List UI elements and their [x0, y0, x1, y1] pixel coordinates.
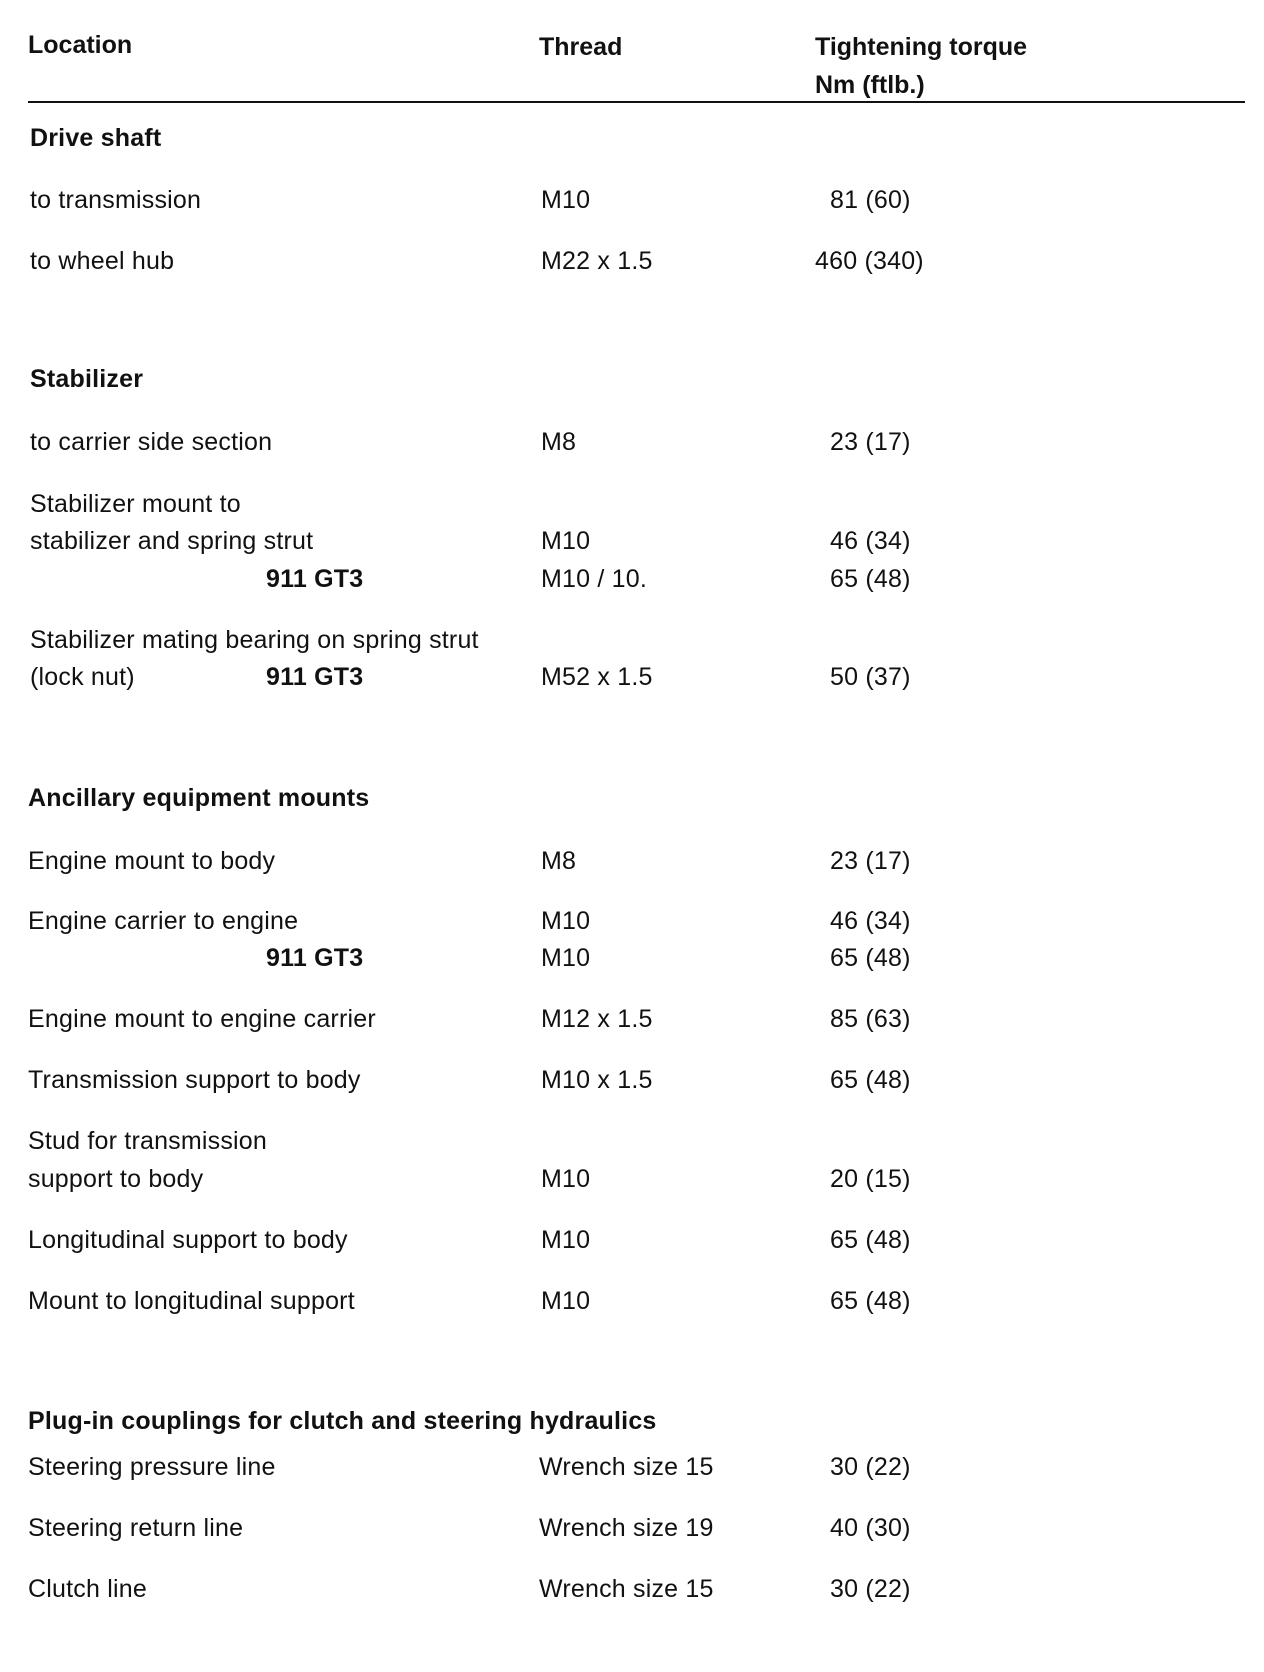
row-thread: M10 x 1.5: [541, 1066, 653, 1094]
row-location-line2: support to body: [28, 1165, 204, 1193]
row-location: to carrier side section: [30, 428, 273, 456]
row-torque: 30 (22): [830, 1575, 911, 1603]
row-torque: 23 (17): [830, 847, 911, 875]
row-location: Transmission support to body: [28, 1066, 361, 1094]
row-torque: 23 (17): [830, 428, 911, 456]
row-torque: 46 (34): [830, 527, 911, 555]
row-thread: M10: [541, 527, 591, 555]
row-torque: 30 (22): [830, 1453, 911, 1481]
row-location: to transmission: [30, 186, 202, 214]
row-thread: M10: [541, 907, 591, 935]
variant-thread: M10: [541, 944, 591, 972]
row-torque: 20 (15): [830, 1165, 911, 1193]
row-torque: 65 (48): [830, 1226, 911, 1254]
section-title-plug-in-couplings: Plug-in couplings for clutch and steering hydraulics: [28, 1407, 657, 1435]
row-thread: M8: [541, 847, 577, 875]
section-title-drive-shaft: Drive shaft: [30, 124, 162, 152]
row-location: Clutch line: [28, 1575, 147, 1603]
row-location: Engine mount to body: [28, 847, 276, 875]
row-location: to wheel hub: [30, 247, 175, 275]
variant-label: 911 GT3: [266, 944, 364, 972]
row-thread: Wrench size 19: [539, 1514, 714, 1542]
row-torque: 40 (30): [830, 1514, 911, 1542]
row-thread: M10: [541, 1226, 591, 1254]
row-location: Steering pressure line: [28, 1453, 276, 1481]
variant-thread: M10 / 10.: [541, 565, 648, 593]
header-torque-line1: Tightening torque: [815, 33, 1028, 61]
row-torque: 81 (60): [830, 186, 911, 214]
row-location-line2: (lock nut): [30, 663, 135, 691]
row-location: Engine carrier to engine: [28, 907, 299, 935]
row-thread: M12 x 1.5: [541, 1005, 653, 1033]
row-torque: 65 (48): [830, 1066, 911, 1094]
row-location: Steering return line: [28, 1514, 244, 1542]
row-location: Mount to longitudinal support: [28, 1287, 355, 1315]
variant-label: 911 GT3: [266, 565, 364, 593]
section-title-stabilizer: Stabilizer: [30, 365, 144, 393]
row-location-line1: Stabilizer mount to: [30, 490, 241, 518]
header-torque-line2: Nm (ftlb.): [815, 71, 925, 99]
row-thread: M10: [541, 186, 591, 214]
row-location-line1: Stud for transmission: [28, 1127, 268, 1155]
row-location-line1: Stabilizer mating bearing on spring strut: [30, 626, 479, 654]
variant-torque: 65 (48): [830, 565, 911, 593]
variant-label: 911 GT3: [266, 663, 364, 691]
row-thread: M10: [541, 1287, 591, 1315]
row-thread: M52 x 1.5: [541, 663, 653, 691]
row-location: Longitudinal support to body: [28, 1226, 348, 1254]
row-thread: M8: [541, 428, 577, 456]
row-location: Engine mount to engine carrier: [28, 1005, 376, 1033]
row-thread: M22 x 1.5: [541, 247, 653, 275]
row-thread: Wrench size 15: [539, 1453, 714, 1481]
header-location: Location: [28, 31, 133, 59]
row-torque: 65 (48): [830, 1287, 911, 1315]
variant-torque: 65 (48): [830, 944, 911, 972]
row-torque: 85 (63): [830, 1005, 911, 1033]
row-torque: 46 (34): [830, 907, 911, 935]
row-torque: 50 (37): [830, 663, 911, 691]
header-rule: [28, 101, 1245, 103]
section-title-ancillary-equipment-mounts: Ancillary equipment mounts: [28, 784, 370, 812]
row-thread: Wrench size 15: [539, 1575, 714, 1603]
header-thread: Thread: [539, 33, 623, 61]
row-thread: M10: [541, 1165, 591, 1193]
row-location-line2: stabilizer and spring strut: [30, 527, 314, 555]
row-torque: 460 (340): [815, 247, 924, 275]
